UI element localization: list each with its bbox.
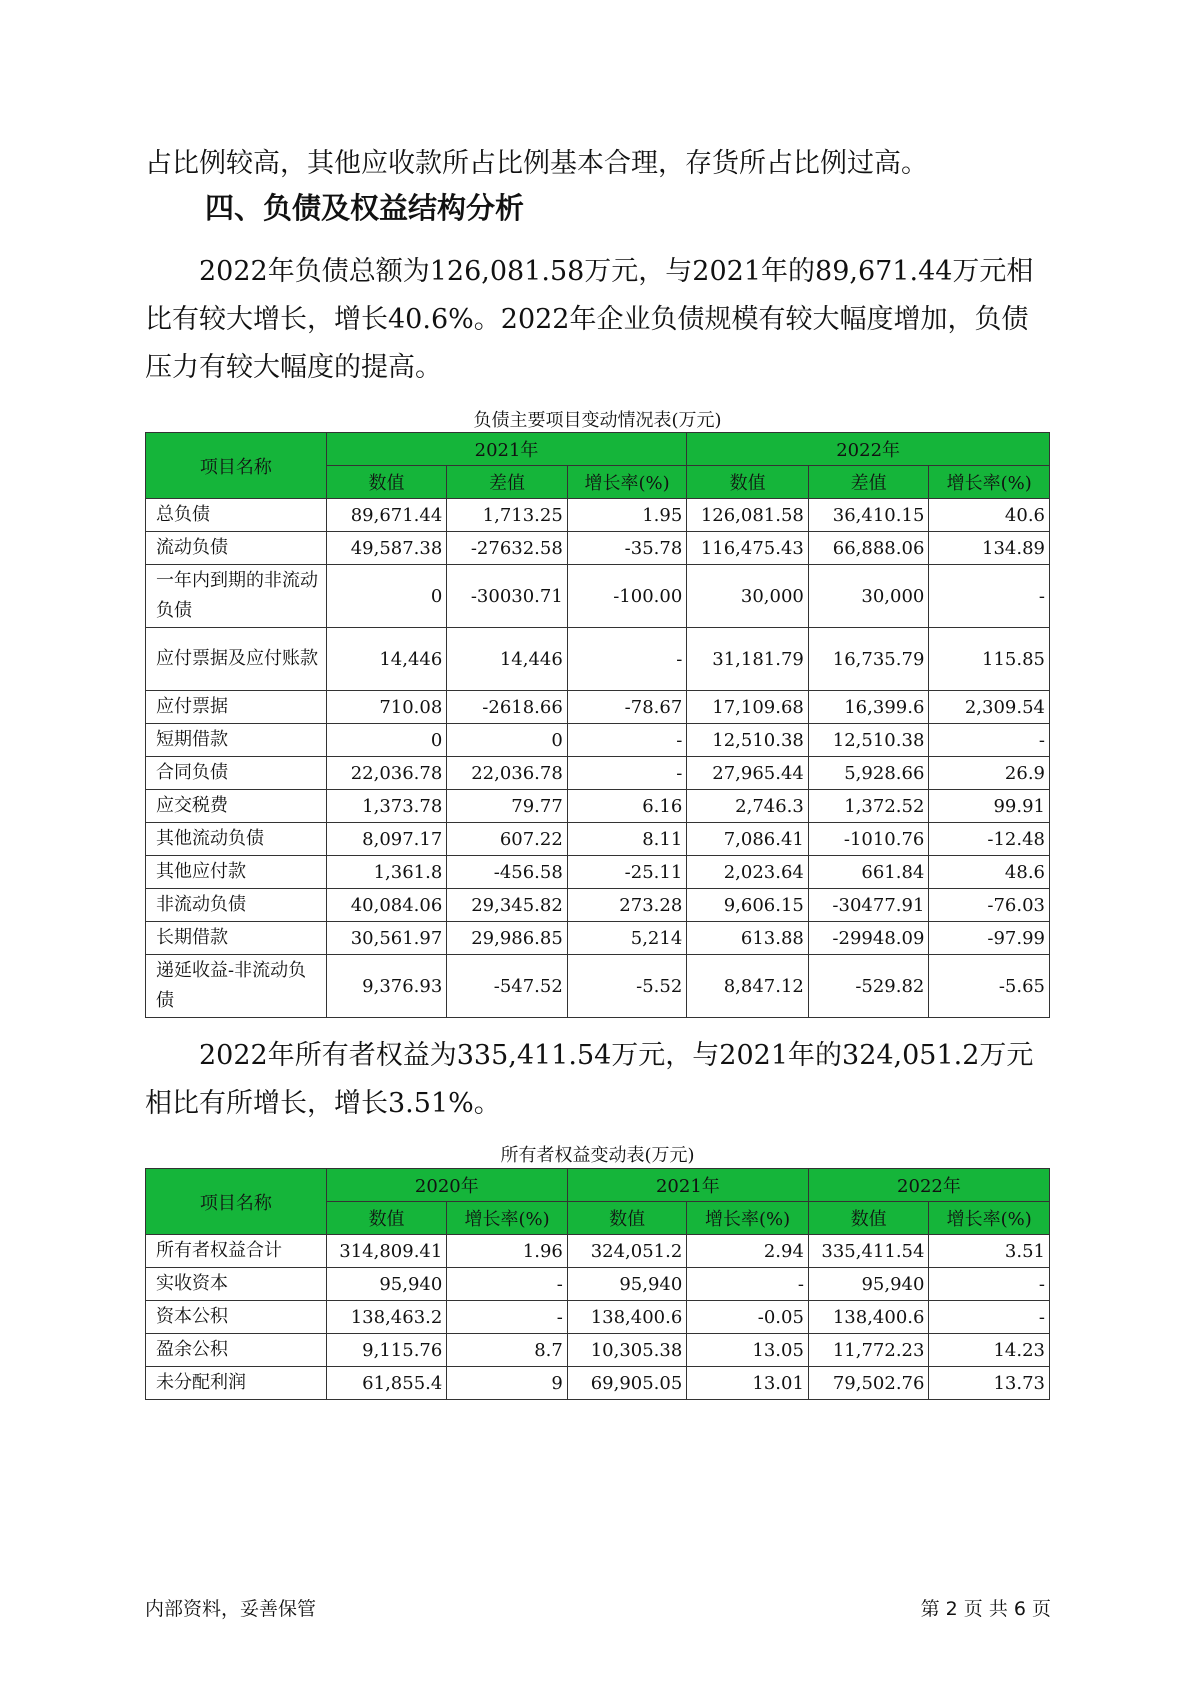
table-cell: 710.08: [326, 691, 447, 724]
column-subheader: 差值: [808, 466, 929, 499]
table-cell: 314,809.41: [326, 1235, 447, 1268]
row-label: 应付票据: [146, 691, 327, 724]
table-cell: -78.67: [567, 691, 686, 724]
table-cell: 661.84: [808, 856, 929, 889]
table-cell: 2,746.3: [687, 790, 809, 823]
table-cell: 7,086.41: [687, 823, 809, 856]
table-cell: 324,051.2: [567, 1235, 686, 1268]
row-label: 实收资本: [146, 1268, 327, 1301]
table-row: [146, 1268, 1050, 1301]
table-cell: 9,606.15: [687, 889, 809, 922]
table-row: [146, 532, 1050, 565]
table-cell: 5,214: [567, 922, 686, 955]
table-cell: 116,475.43: [687, 532, 809, 565]
table-cell: -35.78: [567, 532, 686, 565]
table-cell: 30,000: [808, 565, 929, 628]
table-row: [146, 856, 1050, 889]
table-cell: 95,940: [808, 1268, 929, 1301]
table-cell: -12.48: [929, 823, 1050, 856]
table-cell: 13.73: [929, 1367, 1050, 1400]
table-cell: -: [447, 1301, 568, 1334]
table-cell: -: [567, 757, 686, 790]
table-cell: 69,905.05: [567, 1367, 686, 1400]
table-cell: 14.23: [929, 1334, 1050, 1367]
table-cell: 1,372.52: [808, 790, 929, 823]
table-cell: 5,928.66: [808, 757, 929, 790]
table-row: [146, 724, 1050, 757]
row-label: 盈余公积: [146, 1334, 327, 1367]
table-cell: -547.52: [447, 955, 568, 1018]
intro-paragraph-tail: 占比例较高，其他应收款所占比例基本合理，存货所占比例过高。: [145, 148, 928, 179]
column-subheader: 数值: [326, 466, 447, 499]
row-label: 合同负债: [146, 757, 327, 790]
table-row: [146, 565, 1050, 628]
row-label: 其他应付款: [146, 856, 327, 889]
table-cell: -: [567, 724, 686, 757]
table-cell: -100.00: [567, 565, 686, 628]
year-header: 2020年: [326, 1169, 567, 1202]
table-cell: 11,772.23: [808, 1334, 929, 1367]
table-cell: 115.85: [929, 628, 1050, 691]
table-cell: 138,400.6: [808, 1301, 929, 1334]
table-cell: 126,081.58: [687, 499, 809, 532]
footer-page-number: 第 2 页 共 6 页: [920, 1598, 1051, 1620]
table-cell: 30,561.97: [326, 922, 447, 955]
table-cell: -1010.76: [808, 823, 929, 856]
table-cell: 16,735.79: [808, 628, 929, 691]
table-cell: 8,847.12: [687, 955, 809, 1018]
table-cell: -76.03: [929, 889, 1050, 922]
table-row: [146, 691, 1050, 724]
row-label: 总负债: [146, 499, 327, 532]
equity-table: [145, 1168, 1050, 1400]
table-cell: 607.22: [447, 823, 568, 856]
year-header: 2022年: [808, 1169, 1049, 1202]
table-cell: 2.94: [687, 1235, 809, 1268]
column-subheader: 增长率(%): [929, 466, 1050, 499]
table-cell: -5.52: [567, 955, 686, 1018]
table-cell: 1,361.8: [326, 856, 447, 889]
table-cell: -: [929, 1301, 1050, 1334]
table-cell: -: [567, 628, 686, 691]
table-cell: 273.28: [567, 889, 686, 922]
table-cell: -29948.09: [808, 922, 929, 955]
table-cell: 49,587.38: [326, 532, 447, 565]
table-cell: 10,305.38: [567, 1334, 686, 1367]
table-cell: 13.01: [687, 1367, 809, 1400]
table-row: [146, 823, 1050, 856]
item-name-header: 项目名称: [146, 1169, 327, 1235]
table-cell: 22,036.78: [447, 757, 568, 790]
table-cell: -: [447, 1268, 568, 1301]
table-cell: 48.6: [929, 856, 1050, 889]
table-cell: 9: [447, 1367, 568, 1400]
table-cell: -5.65: [929, 955, 1050, 1018]
column-subheader: 数值: [326, 1202, 447, 1235]
table-cell: 30,000: [687, 565, 809, 628]
table-cell: -456.58: [447, 856, 568, 889]
table-cell: 31,181.79: [687, 628, 809, 691]
column-subheader: 增长率(%): [929, 1202, 1050, 1235]
table-cell: 1.95: [567, 499, 686, 532]
table-cell: -: [929, 565, 1050, 628]
row-label: 长期借款: [146, 922, 327, 955]
table-cell: -: [929, 724, 1050, 757]
table-cell: 13.05: [687, 1334, 809, 1367]
table-cell: 8.11: [567, 823, 686, 856]
table-row: [146, 790, 1050, 823]
table-cell: 0: [326, 565, 447, 628]
table-cell: 36,410.15: [808, 499, 929, 532]
table-cell: 26.9: [929, 757, 1050, 790]
table-cell: -0.05: [687, 1301, 809, 1334]
row-label: 未分配利润: [146, 1367, 327, 1400]
table-cell: 17,109.68: [687, 691, 809, 724]
table-cell: -27632.58: [447, 532, 568, 565]
table-cell: -97.99: [929, 922, 1050, 955]
table-cell: 8.7: [447, 1334, 568, 1367]
liability-table: [145, 432, 1050, 1018]
column-subheader: 增长率(%): [447, 1202, 568, 1235]
table-cell: 14,446: [326, 628, 447, 691]
table-cell: 1.96: [447, 1235, 568, 1268]
table-row: [146, 955, 1050, 1018]
equity-table-caption: 所有者权益变动表(万元): [500, 1145, 695, 1166]
table-cell: 0: [447, 724, 568, 757]
column-subheader: 增长率(%): [687, 1202, 809, 1235]
liability-table-caption: 负债主要项目变动情况表(万元): [473, 410, 722, 431]
table-cell: 79.77: [447, 790, 568, 823]
footer-confidential-note: 内部资料，妥善保管: [145, 1598, 317, 1620]
row-label: 一年内到期的非流动负债: [146, 565, 327, 628]
table-cell: 1,373.78: [326, 790, 447, 823]
table-row: [146, 1235, 1050, 1268]
table-row: [146, 1301, 1050, 1334]
table-cell: 2,309.54: [929, 691, 1050, 724]
table-cell: 95,940: [326, 1268, 447, 1301]
row-label: 应付票据及应付账款: [146, 628, 327, 691]
row-label: 所有者权益合计: [146, 1235, 327, 1268]
table-cell: 1,713.25: [447, 499, 568, 532]
year-header: 2021年: [567, 1169, 808, 1202]
table-cell: -2618.66: [447, 691, 568, 724]
table-cell: -30030.71: [447, 565, 568, 628]
table-cell: -529.82: [808, 955, 929, 1018]
section-heading: 四、负债及权益结构分析: [205, 191, 525, 225]
table-cell: 40,084.06: [326, 889, 447, 922]
row-label: 其他流动负债: [146, 823, 327, 856]
row-label: 资本公积: [146, 1301, 327, 1334]
column-subheader: 差值: [447, 466, 568, 499]
column-subheader: 增长率(%): [567, 466, 686, 499]
table-cell: 79,502.76: [808, 1367, 929, 1400]
table-cell: 9,376.93: [326, 955, 447, 1018]
year-header: 2021年: [326, 433, 687, 466]
table-cell: 14,446: [447, 628, 568, 691]
table-cell: 2,023.64: [687, 856, 809, 889]
table-cell: 8,097.17: [326, 823, 447, 856]
table-cell: 12,510.38: [808, 724, 929, 757]
item-name-header: 项目名称: [146, 433, 327, 499]
table-cell: 0: [326, 724, 447, 757]
table-cell: 29,986.85: [447, 922, 568, 955]
row-label: 流动负债: [146, 532, 327, 565]
table-cell: 89,671.44: [326, 499, 447, 532]
table-cell: 335,411.54: [808, 1235, 929, 1268]
equity-paragraph: 2022年所有者权益为335,411.54万元，与2021年的324,051.2万元相比有所增长，增长3.51%。: [145, 1040, 1034, 1119]
table-cell: -: [929, 1268, 1050, 1301]
table-row: [146, 628, 1050, 691]
liability-paragraph: 2022年负债总额为126,081.58万元，与2021年的89,671.44万元相比有较大增长，增长40.6%。2022年企业负债规模有较大幅度增加，负债压力有较大幅度的提高。: [145, 256, 1034, 383]
table-cell: 138,400.6: [567, 1301, 686, 1334]
table-cell: 99.91: [929, 790, 1050, 823]
table-cell: 16,399.6: [808, 691, 929, 724]
row-label: 递延收益-非流动负债: [146, 955, 327, 1018]
table-cell: 9,115.76: [326, 1334, 447, 1367]
table-cell: 40.6: [929, 499, 1050, 532]
table-cell: 6.16: [567, 790, 686, 823]
table-cell: 61,855.4: [326, 1367, 447, 1400]
table-cell: -: [687, 1268, 809, 1301]
column-subheader: 数值: [687, 466, 809, 499]
table-row: [146, 499, 1050, 532]
row-label: 应交税费: [146, 790, 327, 823]
column-subheader: 数值: [567, 1202, 686, 1235]
table-cell: 134.89: [929, 532, 1050, 565]
table-cell: 22,036.78: [326, 757, 447, 790]
table-cell: 613.88: [687, 922, 809, 955]
table-row: [146, 922, 1050, 955]
table-row: [146, 1367, 1050, 1400]
table-cell: 29,345.82: [447, 889, 568, 922]
table-cell: 3.51: [929, 1235, 1050, 1268]
table-cell: 66,888.06: [808, 532, 929, 565]
table-row: [146, 757, 1050, 790]
table-cell: -30477.91: [808, 889, 929, 922]
table-cell: 95,940: [567, 1268, 686, 1301]
year-header: 2022年: [687, 433, 1050, 466]
table-cell: 27,965.44: [687, 757, 809, 790]
row-label: 短期借款: [146, 724, 327, 757]
table-cell: 12,510.38: [687, 724, 809, 757]
column-subheader: 数值: [808, 1202, 929, 1235]
table-cell: 138,463.2: [326, 1301, 447, 1334]
row-label: 非流动负债: [146, 889, 327, 922]
table-row: [146, 1334, 1050, 1367]
table-row: [146, 889, 1050, 922]
table-cell: -25.11: [567, 856, 686, 889]
